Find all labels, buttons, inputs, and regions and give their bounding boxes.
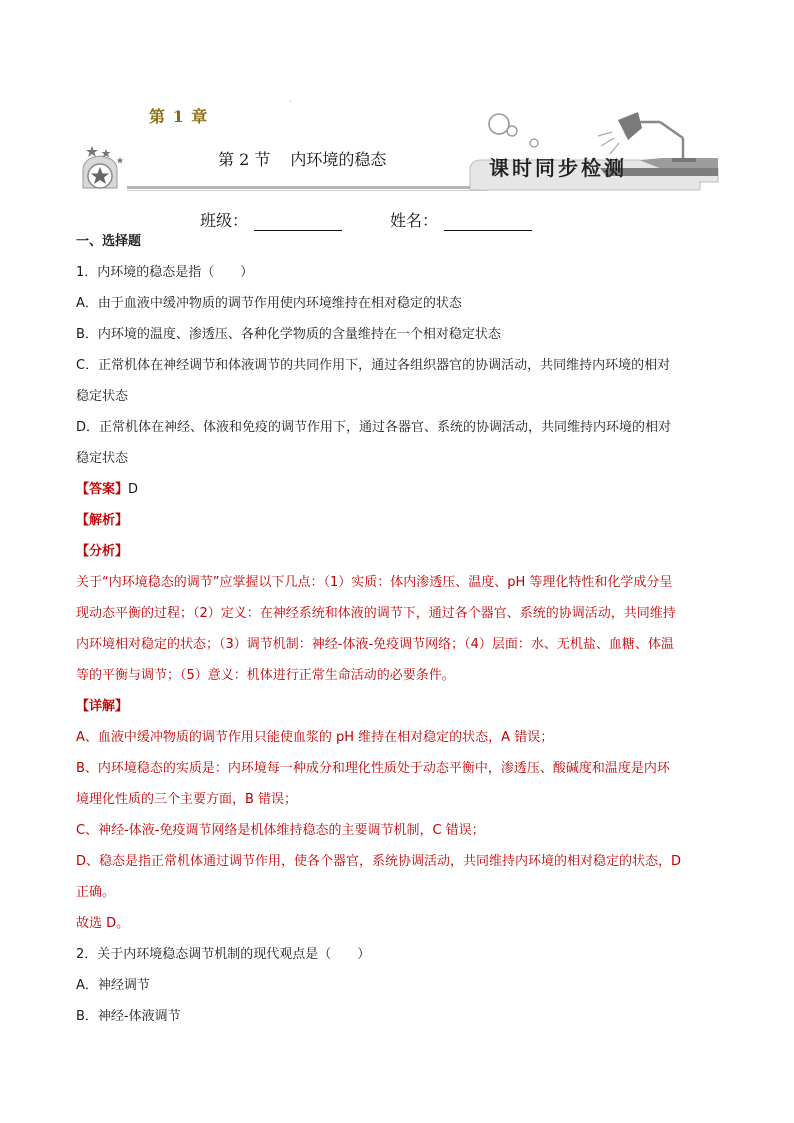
fenxi-line: 现动态平衡的过程；（2）定义：在神经系统和体液的调节下，通过各个器官、系统的协调活动，共同维持 — [76, 606, 676, 621]
analysis-tag: 【解析】 — [76, 513, 129, 528]
xiangjie-line: A、血液中缓冲物质的调节作用只能使血浆的 pH 维持在相对稳定的状态，A 错误； — [76, 730, 554, 745]
section-name: 内环境的稳态 — [290, 150, 387, 169]
xiangjie-line: 境理化性质的三个主要方面，B 错误； — [76, 792, 298, 807]
document-body — [76, 226, 726, 1032]
brand-title: 课时同步检测 — [489, 156, 627, 180]
xiangjie-tag: 【详解】 — [76, 699, 129, 714]
question-1-stem: 1．内环境的稳态是指（ ） — [76, 265, 254, 280]
question-1-option-c-cont: 稳定状态 — [76, 389, 129, 404]
page-header — [0, 0, 794, 200]
chapter-label: 第 1 章 — [149, 107, 209, 126]
question-2-option-b: B．神经-体液调节 — [76, 1009, 181, 1024]
bubble-icon — [507, 126, 517, 136]
conclusion-line: 故选 D。 — [76, 916, 130, 931]
answer-tag: 【答案】 — [76, 482, 129, 497]
fenxi-line: 内环境相对稳定的状态；（3）调节机制：神经-体液-免疫调节网络；（4）层面：水、无机盐、血糖、体温 — [76, 637, 674, 652]
xiangjie-line: C、神经-体液-免疫调节网络是机体维持稳态的主要调节机制，C 错误； — [76, 823, 485, 838]
fenxi-line: 关于“内环境稳态的调节”应掌握以下几点：（1）实质：体内渗透压、温度、pH 等理化特性和化学成分呈 — [76, 575, 673, 590]
answer-value: D — [128, 482, 139, 497]
section-title — [218, 147, 386, 170]
xiangjie-line: B、内环境稳态的实质是：内环境每一种成分和理化性质处于动态平衡中，渗透压、酸碱度和温度是内环 — [76, 761, 670, 776]
fenxi-line: 等的平衡与调节；（5）意义：机体进行正常生命活动的必要条件。 — [76, 668, 455, 683]
section-heading: 一、选择题 — [76, 234, 142, 249]
header-banner-graphic — [0, 0, 794, 200]
question-1-option-b: B．内环境的温度、渗透压、各种化学物质的含量维持在一个相对稳定状态 — [76, 327, 501, 342]
question-1-option-c: C．正常机体在神经调节和体液调节的共同作用下，通过各组织器官的协调活动，共同维持内环境的相对 — [76, 358, 671, 373]
question-1-option-d: D．正常机体在神经、体液和免疫的调节作用下，通过各器官、系统的协调活动，共同维持内环境的相对 — [76, 420, 672, 435]
xiangjie-line: D、稳态是指正常机体通过调节作用，使各个器官，系统协调活动，共同维持内环境的相对稳定的状态，D — [76, 854, 682, 869]
question-2-stem: 2．关于内环境稳态调节机制的现代观点是（ ） — [76, 947, 371, 962]
question-1-option-a: A．由于血液中缓冲物质的调节作用使内环境维持在相对稳定的状态 — [76, 296, 462, 311]
xiangjie-line: 正确。 — [76, 885, 116, 900]
section-number: 第 2 节 — [218, 150, 271, 169]
class-label: 班级： — [200, 211, 249, 230]
question-1-option-d-cont: 稳定状态 — [76, 451, 129, 466]
bubble-icon — [489, 114, 509, 134]
svg-text:·: · — [289, 97, 292, 106]
fenxi-tag: 【分析】 — [76, 544, 129, 559]
answer-line — [76, 474, 726, 505]
question-2-option-a: A．神经调节 — [76, 978, 150, 993]
name-label: 姓名： — [390, 211, 439, 230]
bubble-icon — [530, 139, 538, 147]
